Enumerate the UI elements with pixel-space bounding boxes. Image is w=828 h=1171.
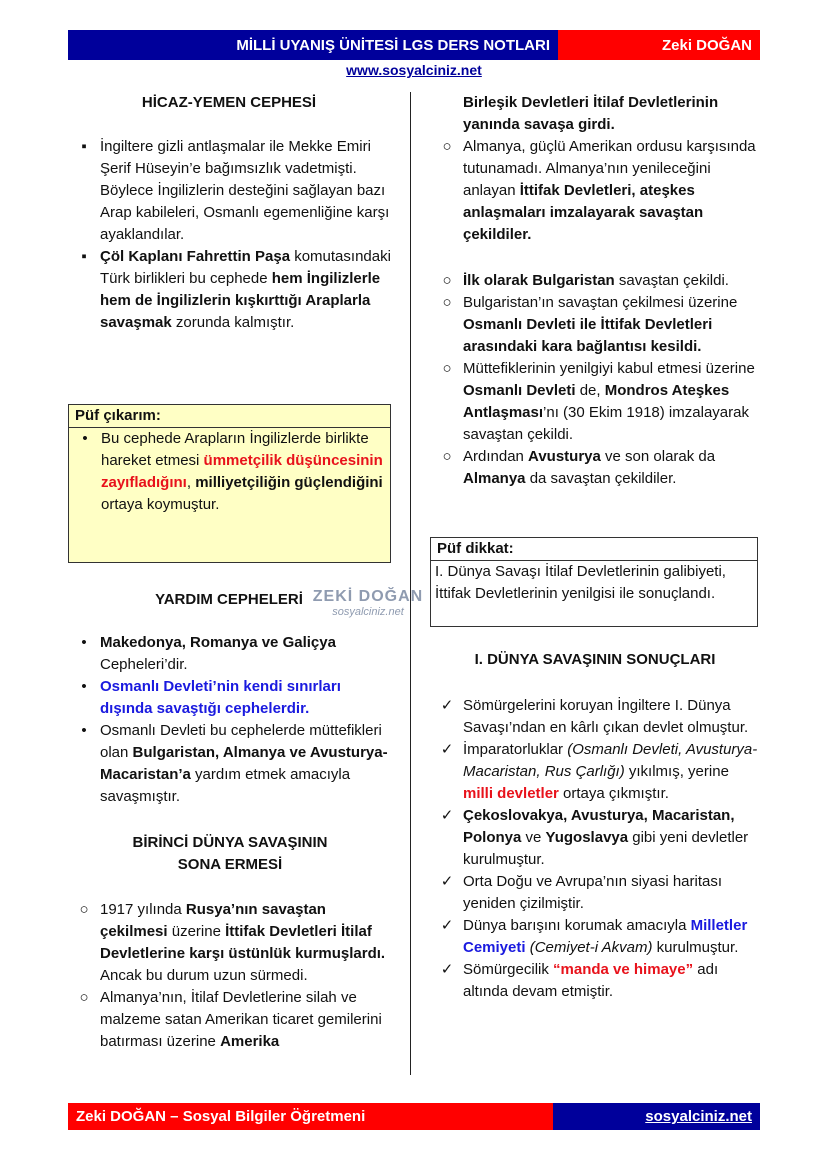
- bullet-icon: ○: [442, 294, 452, 311]
- list-item: [431, 739, 763, 805]
- list-item: [68, 632, 393, 676]
- text-run: Bu cephede Arapların İngilizlerde birlikte hareket etmesi: [101, 430, 369, 469]
- text-run: ortaya çıkmıştır.: [558, 785, 669, 802]
- text-run: Dünya barışını korumak amacıyla: [463, 917, 691, 934]
- emphasis-text: ümmetçilik düşüncesinin zayıfladığını: [101, 452, 383, 491]
- emphasis-text: hem İngilizlerle hem de İngilizlerin kışkırttığı Araplarla savaşmak: [100, 270, 381, 331]
- emphasis-text: (Cemiyet-i Akvam): [529, 939, 653, 956]
- text-run: üzerine: [167, 923, 226, 940]
- text-run: ’nı (30 Ekim 1918) imzalayarak savaştan çekildi.: [463, 404, 749, 443]
- text-run: Ancak bu durum uzun sürmedi.: [100, 967, 308, 984]
- text-run: Bulgaristan’ın savaştan çekilmesi üzerine: [463, 294, 738, 311]
- hicaz-list: [68, 136, 393, 334]
- text-run: yıkılmış, yerine: [624, 763, 729, 780]
- checkmark-icon: ✓: [440, 741, 454, 758]
- watermark-name: ZEKİ DOĞAN: [312, 588, 424, 605]
- text-run: kurulmuştur.: [652, 939, 739, 956]
- section-title-hicaz: HİCAZ-YEMEN CEPHESİ: [141, 94, 317, 111]
- text-run: ,: [186, 474, 196, 491]
- checkmark-icon: ✓: [440, 697, 454, 714]
- emphasis-text: Mondros Ateşkes Antlaşması: [463, 382, 730, 421]
- emphasis-text: Çekoslovakya, Avusturya, Macaristan, Polonya: [463, 807, 735, 846]
- sona-list: [68, 899, 393, 1053]
- puf-dikkat-title: Püf dikkat:: [431, 538, 757, 561]
- section-title-sonuc: I. DÜNYA SAVAŞININ SONUÇLARI: [474, 651, 716, 668]
- emphasis-text: Almanya: [463, 470, 526, 487]
- text-run: zorunda kalmıştır.: [171, 314, 295, 331]
- header-title: MİLLİ UYANIŞ ÜNİTESİ LGS DERS NOTLARI: [68, 30, 558, 60]
- list-item: [431, 871, 763, 915]
- section-title-yardim: YARDIM CEPHELERİ: [155, 591, 303, 608]
- list-item: [68, 676, 393, 720]
- checkmark-icon: ✓: [440, 873, 454, 890]
- puf-dikkat-box: [430, 537, 758, 627]
- footer-author: Zeki DOĞAN – Sosyal Bilgiler Öğretmeni: [68, 1103, 553, 1130]
- emphasis-text: Milletler Cemiyeti: [463, 917, 748, 956]
- watermark: [312, 588, 424, 618]
- continuation-text: [463, 92, 763, 136]
- emphasis-text: “manda ve himaye”: [553, 961, 694, 978]
- emphasis-text: Makedonya, Romanya ve Galiçya: [100, 634, 336, 651]
- bullet-icon: ○: [442, 138, 452, 155]
- text-run: 1917 yılında: [100, 901, 186, 918]
- bullet-icon: ○: [442, 360, 452, 377]
- text-run: savaştan çekildi.: [614, 272, 729, 289]
- list-item: [431, 959, 763, 1003]
- list-item: [431, 292, 763, 358]
- sonuc-list: [431, 695, 763, 1003]
- puf-list: [69, 428, 390, 516]
- text-run: Orta Doğu ve Avrupa’nın siyasi haritası yeniden çizilmiştir.: [463, 873, 723, 912]
- emphasis-text: Osmanlı Devleti: [463, 382, 576, 399]
- text-run: ve son olarak da: [600, 448, 716, 465]
- bullet-icon: ○: [79, 901, 89, 918]
- list-item: [431, 805, 763, 871]
- emphasis-text: Rusya’nın savaştan çekilmesi: [100, 901, 326, 940]
- list-item: [68, 136, 393, 246]
- text-run: Sömürgecilik: [463, 961, 554, 978]
- list-item: [68, 246, 393, 334]
- text-run: Almanya’nın, İtilaf Devletlerine silah ve malzeme satan Amerikan ticaret gemilerini batırması üzerine: [100, 989, 382, 1050]
- emphasis-text: Osmanlı Devleti ile İttifak Devletleri arasındaki kara bağlantısı kesildi.: [463, 316, 713, 355]
- puf-cikarim-box: [68, 404, 391, 563]
- list-item: [69, 428, 384, 516]
- column-divider: [410, 92, 411, 1075]
- text-run: Cepheleri’dir.: [100, 656, 188, 673]
- puf-dikkat-text: I. Dünya Savaşı İtilaf Devletlerinin galibiyeti, İttifak Devletlerinin yenilgisi ile sonuçlandı.: [435, 563, 726, 602]
- list-item: [68, 899, 393, 987]
- bullet-icon: ▪: [81, 248, 87, 265]
- sona-list-2: [431, 136, 763, 246]
- site-link[interactable]: www.sosyalciniz.net: [346, 62, 482, 78]
- bullet-icon: ○: [442, 272, 452, 289]
- text-run: yardım etmek amacıyla savaşmıştır.: [100, 766, 351, 805]
- text-run: Ardından: [463, 448, 529, 465]
- yardim-list: [68, 632, 393, 808]
- list-item: [431, 270, 763, 292]
- emphasis-text: Osmanlı Devleti’nin kendi sınırları dışında savaştığı cephelerdir.: [100, 678, 341, 717]
- bullet-icon: •: [81, 678, 87, 695]
- emphasis-text: Avusturya: [528, 448, 601, 465]
- emphasis-text: Çöl Kaplanı Fahrettin Paşa: [100, 248, 291, 265]
- bullet-icon: •: [81, 722, 87, 739]
- bullet-icon: •: [81, 634, 87, 651]
- text-run: gibi yeni devletler kurulmuştur.: [463, 829, 749, 868]
- emphasis-text: İlk olarak Bulgaristan: [463, 272, 615, 289]
- emphasis-text: (Osmanlı Devleti, Avusturya-Macaristan, Rus Çarlığı): [463, 741, 758, 780]
- list-item: [431, 695, 763, 739]
- text-run: Müttefiklerinin yenilgiyi kabul etmesi üzerine: [463, 360, 755, 377]
- list-item: [431, 136, 763, 246]
- text-run: adı altında devam etmiştir.: [463, 961, 719, 1000]
- emphasis-text: Birleşik Devletleri İtilaf Devletlerinin yanında savaşa girdi.: [463, 94, 719, 133]
- list-item: [68, 720, 393, 808]
- emphasis-text: Amerika: [220, 1033, 280, 1050]
- text-run: Sömürgelerini koruyan İngiltere I. Dünya Savaşı’ndan en kârlı çıkan devlet olmuştur.: [463, 697, 749, 736]
- emphasis-text: milliyetçiliğin güçlendiğini: [195, 474, 383, 491]
- section-title-sona: BİRİNCİ DÜNYA SAVAŞININ SONA ERMESİ: [132, 834, 328, 873]
- text-run: ortaya koymuştur.: [101, 496, 220, 513]
- header-author: Zeki DOĞAN: [558, 30, 760, 60]
- bullet-icon: ▪: [81, 138, 87, 155]
- bullet-icon: ○: [79, 989, 89, 1006]
- text-run: İmparatorluklar: [463, 741, 568, 758]
- text-run: Osmanlı Devleti bu cephelerde müttefikleri olan: [100, 722, 382, 761]
- bullet-icon: ○: [442, 448, 452, 465]
- emphasis-text: milli devletler: [463, 785, 559, 802]
- text-run: İngiltere gizli antlaşmalar ile Mekke Emiri Şerif Hüseyin’e bağımsızlık vadetmişti. Böylece İngilizlerin desteğini sağlayan bazı Arap kabileleri, Osmanlı egemenliğine karşı ayaklandılar.: [100, 138, 390, 243]
- puf-cikarim-title: Püf çıkarım:: [69, 405, 390, 428]
- text-run: komutasındaki Türk birlikleri bu cephede: [100, 248, 391, 287]
- checkmark-icon: ✓: [440, 917, 454, 934]
- list-item: [68, 987, 393, 1053]
- list-item: [431, 915, 763, 959]
- checkmark-icon: ✓: [440, 961, 454, 978]
- emphasis-text: Bulgaristan, Almanya ve Avusturya-Macaristan’a: [100, 744, 388, 783]
- text-run: da savaştan çekildiler.: [525, 470, 677, 487]
- checkmark-icon: ✓: [440, 807, 454, 824]
- text-run: de,: [575, 382, 605, 399]
- emphasis-text: Yugoslavya: [545, 829, 629, 846]
- list-item: [431, 446, 763, 490]
- bullet-icon: •: [82, 430, 88, 447]
- emphasis-text: İttifak Devletleri, ateşkes anlaşmaları imzalayarak savaştan çekildiler.: [463, 182, 704, 243]
- footer-site-link[interactable]: sosyalciniz.net: [553, 1103, 760, 1130]
- text-run: Almanya, güçlü Amerikan ordusu karşısında tutunamadı. Almanya’nın yenileceğini anlayan: [463, 138, 756, 199]
- text-run: ve: [521, 829, 546, 846]
- emphasis-text: İttifak Devletleri İtilaf Devletlerine karşı üstünlük kurmuşlardı.: [100, 923, 386, 962]
- list-item: [431, 358, 763, 446]
- watermark-site: sosyalciniz.net: [332, 606, 404, 618]
- sona-list-3: [431, 270, 763, 490]
